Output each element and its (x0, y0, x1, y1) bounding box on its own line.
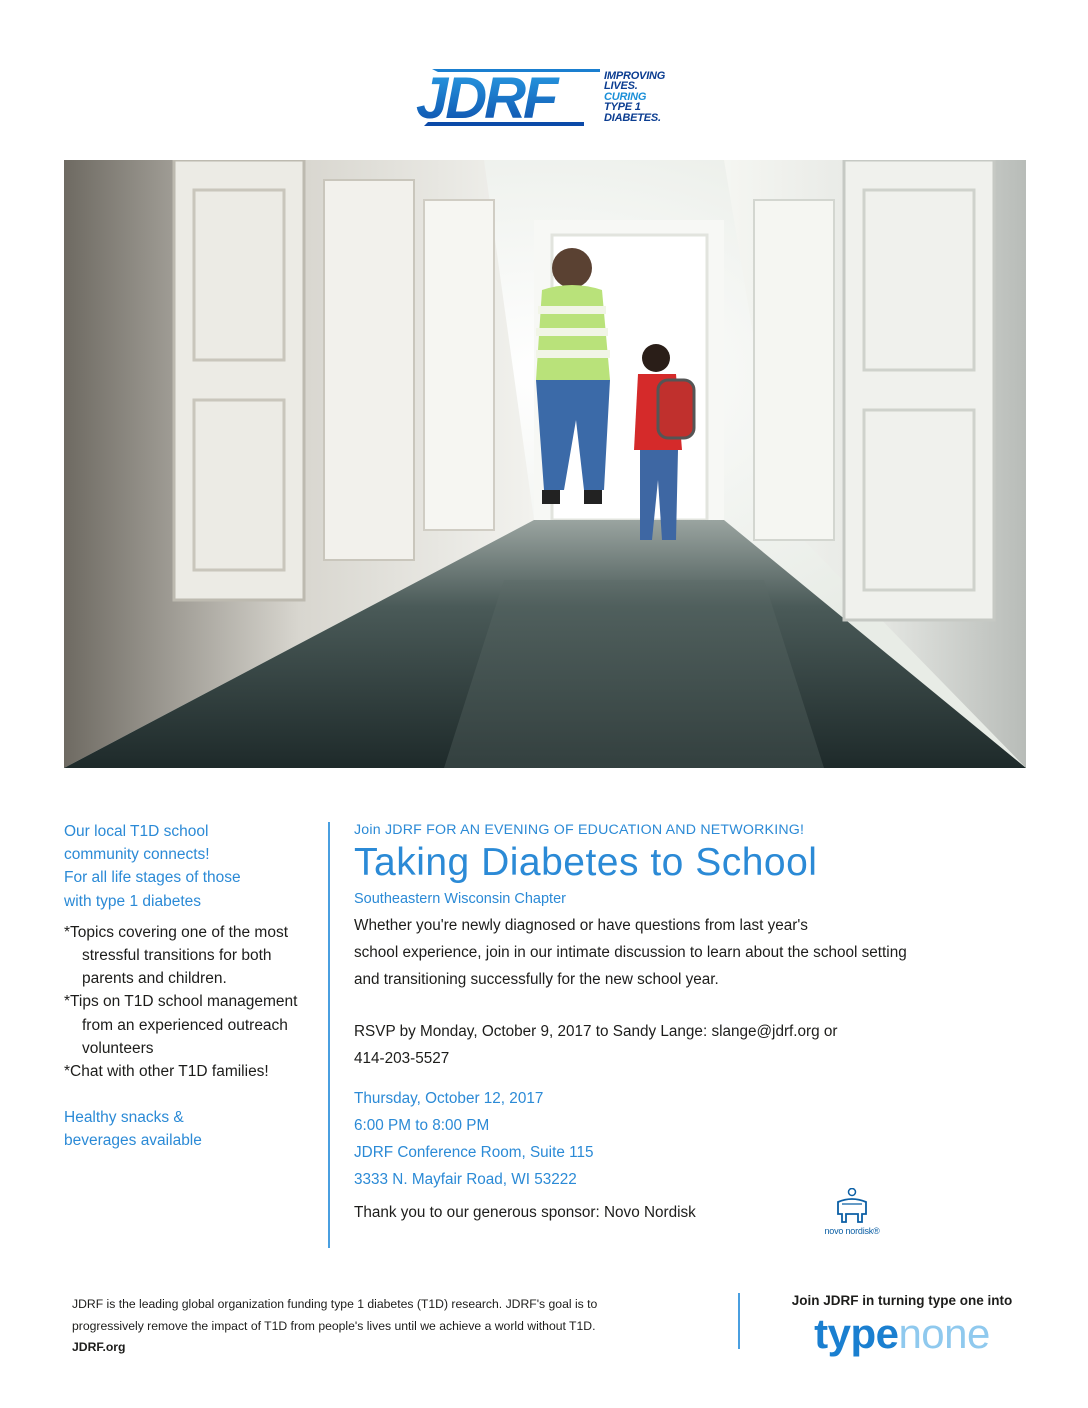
event-title: Taking Diabetes to School (354, 841, 818, 884)
bullet-list (64, 921, 314, 1083)
join-jdrf-text: Join JDRF in turning type one into (791, 1293, 1013, 1308)
tagline-line: TYPE 1 (604, 101, 641, 114)
event-location: JDRF Conference Room, Suite 115 (354, 1144, 594, 1161)
event-date: Thursday, October 12, 2017 (354, 1090, 544, 1107)
novo-nordisk-logo (812, 1188, 892, 1240)
logo-tagline (604, 71, 665, 124)
tagline-line: LIVES. (604, 80, 638, 93)
hero-photo-hallway (64, 160, 1026, 768)
left-intro (64, 820, 314, 913)
left-intro-line: Our local T1D school (64, 823, 209, 840)
bullet-item: *Chat with other T1D families! (64, 1063, 269, 1081)
snacks-line: beverages available (64, 1132, 202, 1150)
apis-bull-icon (832, 1188, 872, 1224)
tagline-line: CURING (604, 90, 647, 103)
jdrf-logo (414, 62, 676, 132)
event-details (354, 1085, 1034, 1193)
event-description (354, 912, 1034, 993)
left-intro-line: with type 1 diabetes (64, 892, 202, 910)
description-line: Whether you're newly diagnosed or have questions from last year's (354, 917, 808, 934)
column-divider (328, 822, 330, 1248)
about-jdrf (72, 1294, 712, 1359)
jdrf-logo-mark (414, 64, 600, 130)
left-intro-line: For all life stages of those (64, 869, 241, 887)
about-line: JDRF is the leading global organization funding type 1 diabetes (T1D) research. JDRF's goal is to (72, 1297, 598, 1311)
about-line: progressively remove the impact of T1D from people's lives until we achieve a world without T1D. (72, 1318, 596, 1333)
tagline-line: DIABETES. (604, 111, 661, 124)
footer-divider (738, 1293, 740, 1349)
event-time: 6:00 PM to 8:00 PM (354, 1117, 490, 1134)
logo-wordmark: JDRF (416, 66, 556, 130)
jdrf-website-link[interactable]: JDRF.org (72, 1340, 126, 1354)
event-address: 3333 N. Mayfair Road, WI 53222 (354, 1171, 577, 1188)
description-line: school experience, join in our intimate discussion to learn about the school setting (354, 944, 907, 961)
left-column (64, 820, 314, 1153)
description-line: and transitioning successfully for the new school year. (354, 971, 719, 988)
typeone-none-word: none (898, 1310, 990, 1357)
tagline-line: IMPROVING (604, 69, 666, 82)
rsvp-info (354, 1018, 1034, 1072)
rsvp-line: RSVP by Monday, October 9, 2017 to Sandy Lange: slange@jdrf.org or (354, 1023, 838, 1040)
snacks-note (64, 1106, 314, 1152)
typeone-logo (760, 1306, 1044, 1362)
event-kicker: Join JDRF FOR AN EVENING OF EDUCATION AND NETWORKING! (354, 822, 805, 838)
typeone-type-word: type (814, 1310, 899, 1357)
sponsor-thanks: Thank you to our generous sponsor: Novo Nordisk (354, 1204, 696, 1221)
snacks-line: Healthy snacks & (64, 1109, 184, 1127)
left-intro-line: community connects! (64, 846, 210, 864)
rsvp-phone: 414-203-5527 (354, 1050, 450, 1067)
bullet-item: *Tips on T1D school management from an experienced outreach volunteers (64, 993, 298, 1057)
main-column (354, 820, 1034, 1224)
novo-nordisk-wordmark: novo nordisk® (824, 1226, 880, 1236)
bullet-item: *Topics covering one of the most stressful transitions for both parents and children. (64, 923, 289, 988)
chapter-name: Southeastern Wisconsin Chapter (354, 891, 566, 907)
